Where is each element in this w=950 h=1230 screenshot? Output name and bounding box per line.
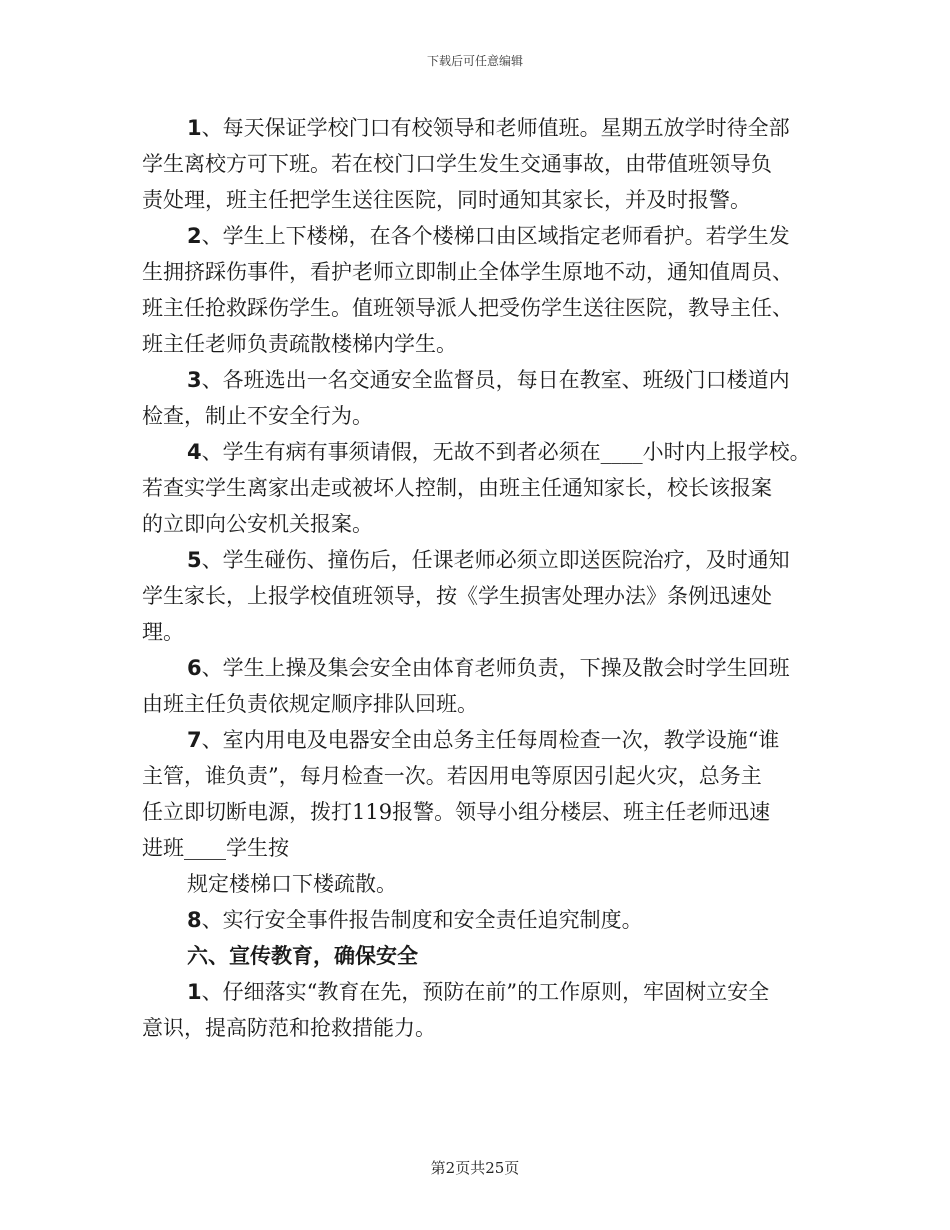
text-line [142, 506, 822, 542]
text-line [142, 614, 822, 650]
text-line [142, 110, 822, 146]
page-header: 下载后可任意编辑 [426, 54, 523, 68]
line-text: 、每天保证学校门口有校领导和老师值班。星期五放学时待全部 [201, 116, 790, 140]
line-text: 、学生有病有事须请假，无故不到者必须在____小时内上报学校。 [201, 440, 811, 464]
line-text: 、学生上下楼梯，在各个楼梯口由区域指定老师看护。若学生发 [201, 224, 790, 248]
text-line [142, 974, 822, 1010]
text-line [142, 722, 822, 758]
item-number: 6 [187, 656, 202, 680]
text-line [142, 434, 822, 470]
line-text: 班主任抢救踩伤学生。值班领导派人把受伤学生送往医院，教导主任、 [142, 296, 793, 320]
text-line [142, 326, 822, 362]
line-text: 理。 [142, 620, 184, 644]
section-heading [142, 938, 822, 974]
line-text: 、各班选出一名交通安全监督员，每日在教室、班级门口楼道内 [201, 368, 790, 392]
line-text: 的立即向公安机关报案。 [142, 512, 373, 536]
item-number: 7 [187, 728, 202, 752]
text-line [142, 398, 822, 434]
line-text: 主管，谁负责”，每月检查一次。若因用电等原因引起火灾，总务主 [142, 764, 762, 788]
line-text: 规定楼梯口下楼疏散。 [187, 872, 397, 896]
text-line [142, 650, 822, 686]
text-line [142, 794, 822, 830]
item-number: 8 [187, 908, 202, 932]
item-number: 2 [187, 224, 202, 248]
line-text: 若查实学生离家出走或被坏人控制，由班主任通知家长，校长该报案 [142, 476, 772, 500]
document-body [142, 110, 822, 1046]
line-text: 、仔细落实“教育在先，预防在前”的工作原则，牢固树立安全 [201, 980, 770, 1004]
line-text: 生拥挤踩伤事件，看护老师立即制止全体学生原地不动，通知值周员、 [142, 260, 793, 284]
text-line [142, 1010, 822, 1046]
text-line [142, 758, 822, 794]
line-text: 检查，制止不安全行为。 [142, 404, 373, 428]
text-line [142, 254, 822, 290]
text-line [142, 290, 822, 326]
line-text: 由班主任负责依规定顺序排队回班。 [142, 692, 478, 716]
line-text: 班主任老师负责疏散楼梯内学生。 [142, 332, 457, 356]
text-line [142, 866, 822, 902]
line-text: 进班____学生按 [142, 836, 289, 860]
text-line [142, 146, 822, 182]
text-line [142, 578, 822, 614]
line-text: 任立即切断电源，拨打119报警。领导小组分楼层、班主任老师迅速 [142, 800, 771, 824]
line-text: 、室内用电及电器安全由总务主任每周检查一次，教学设施“谁 [201, 728, 780, 752]
line-text: 责处理，班主任把学生送往医院，同时通知其家长，并及时报警。 [142, 188, 751, 212]
line-text: 学生家长，上报学校值班领导，按《学生损害处理办法》条例迅速处 [142, 584, 772, 608]
item-number: 3 [187, 368, 202, 392]
line-text: 、学生碰伤、撞伤后，任课老师必须立即送医院治疗，及时通知 [201, 548, 790, 572]
item-number: 5 [187, 548, 202, 572]
text-line [142, 686, 822, 722]
text-line [142, 362, 822, 398]
page-footer: 第2页共25页 [430, 1159, 520, 1177]
line-text: 、实行安全事件报告制度和安全责任追究制度。 [201, 908, 643, 932]
text-line [142, 542, 822, 578]
text-line [142, 218, 822, 254]
text-line [142, 830, 822, 866]
text-line [142, 902, 822, 938]
item-number: 4 [187, 440, 202, 464]
text-line [142, 470, 822, 506]
line-text: 六、宣传教育，确保安全 [187, 944, 418, 968]
line-text: 意识，提高防范和抢救措能力。 [142, 1016, 436, 1040]
text-line [142, 182, 822, 218]
line-text: 、学生上操及集会安全由体育老师负责，下操及散会时学生回班 [201, 656, 790, 680]
item-number: 1 [187, 116, 202, 140]
item-number: 1 [187, 980, 202, 1004]
line-text: 学生离校方可下班。若在校门口学生发生交通事故，由带值班领导负 [142, 152, 772, 176]
